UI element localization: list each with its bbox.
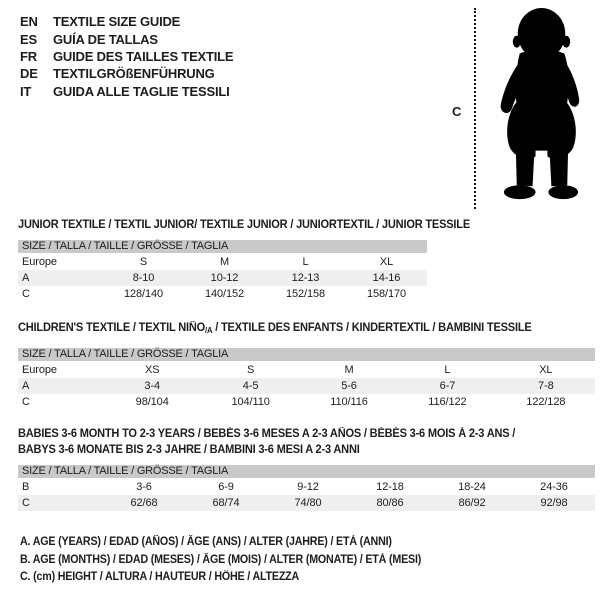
table-row xyxy=(18,362,595,378)
legend-notes xyxy=(20,534,451,587)
size-cell: L xyxy=(302,256,309,268)
section-children xyxy=(18,322,595,410)
size-cell: M xyxy=(344,364,354,376)
height-cell: 110/116 xyxy=(330,396,368,408)
age-cell: 8-10 xyxy=(132,272,155,284)
lang-row-es xyxy=(20,30,233,47)
age-cell: 12-18 xyxy=(376,481,404,493)
table-header-bar: SIZE / TALLA / TAILLE / GRÖSSE / TAGLIA xyxy=(18,240,427,253)
age-cell: 7-8 xyxy=(538,380,554,392)
height-cell: 68/74 xyxy=(212,497,240,509)
age-cell: 10-12 xyxy=(210,272,239,284)
lang-title: TEXTILE SIZE GUIDE xyxy=(53,14,181,30)
height-cell: 122/128 xyxy=(526,396,566,408)
size-cell: XL xyxy=(379,256,394,268)
height-cell: 74/80 xyxy=(294,497,322,509)
age-cell: 12-13 xyxy=(291,272,320,284)
table-row xyxy=(18,254,427,270)
table-row xyxy=(18,479,595,495)
height-cell: 152/158 xyxy=(285,288,326,300)
table-row xyxy=(18,394,595,410)
table-row xyxy=(18,378,595,394)
lang-row-it xyxy=(20,83,233,100)
row-label: B xyxy=(22,481,30,493)
section-babies xyxy=(18,426,595,511)
size-cell: XS xyxy=(144,364,160,376)
babies-size-table xyxy=(18,465,595,511)
size-cell: XL xyxy=(539,364,553,376)
size-cell: S xyxy=(246,364,255,376)
lang-code: FR xyxy=(20,48,37,64)
height-cell: 80/86 xyxy=(376,497,404,509)
lang-code: ES xyxy=(20,31,37,47)
title-part: / TEXTILE DES ENFANTS / KINDERTEXTIL / BAMBINI TESSILE xyxy=(212,322,532,334)
height-cell: 92/98 xyxy=(540,497,568,509)
age-cell: 5-6 xyxy=(341,380,357,392)
title-subscript: /A xyxy=(205,326,213,335)
section-title xyxy=(18,426,572,458)
height-dotted-line xyxy=(474,8,476,209)
table-row xyxy=(18,495,595,511)
table-row xyxy=(18,286,427,302)
age-cell: 4-5 xyxy=(242,380,259,392)
section-title: JUNIOR TEXTILE / TEXTIL JUNIOR/ TEXTILE JUNIOR / JUNIORTEXTIL / JUNIOR TESSILE xyxy=(18,219,471,231)
lang-row-de xyxy=(20,65,233,82)
row-label: A xyxy=(22,380,30,392)
row-label: Europe xyxy=(22,364,57,376)
lang-title: GUIDE DES TAILLES TEXTILE xyxy=(53,48,234,64)
note-age-years: A. AGE (YEARS) / EDAD (AÑOS) / ÂGE (ANS) / ALTER (JAHRE) / ETÀ (ANNI) xyxy=(20,536,392,548)
height-measure-label: C xyxy=(452,104,462,119)
note-age-months: B. AGE (MONTHS) / EDAD (MESES) / ÂGE (MOIS) / ALTER (MONATE) / ETÀ (MESI) xyxy=(20,553,422,566)
table-row xyxy=(18,270,427,286)
height-cell: 86/92 xyxy=(458,497,486,509)
junior-size-table xyxy=(18,240,427,302)
height-cell: 158/170 xyxy=(366,288,407,300)
age-cell: 24-36 xyxy=(540,481,568,493)
size-cell: L xyxy=(444,364,451,376)
age-cell: 3-4 xyxy=(144,380,160,392)
title-part: CHILDREN'S TEXTILE / TEXTIL NIÑO xyxy=(18,322,206,334)
lang-title: GUIDA ALLE TAGLIE TESSILI xyxy=(53,83,230,99)
lang-title: GUÍA DE TALLAS xyxy=(53,31,158,47)
language-title-list xyxy=(20,13,233,100)
row-label: C xyxy=(22,497,30,509)
height-figure xyxy=(440,4,600,214)
row-label: C xyxy=(22,396,30,408)
size-cell: S xyxy=(139,256,148,268)
age-cell: 18-24 xyxy=(458,481,486,493)
age-cell: 9-12 xyxy=(297,481,319,493)
age-cell: 6-7 xyxy=(439,380,456,392)
age-cell: 6-9 xyxy=(218,481,234,493)
row-label: Europe xyxy=(22,256,57,268)
age-cell: 3-6 xyxy=(136,481,152,493)
height-cell: 116/122 xyxy=(428,396,467,408)
title-line: BABIES 3-6 MONTH TO 2-3 YEARS / BEBÉS 3-6 MESES A 2-3 AÑOS / BÉBÉS 3-6 MOIS À 2-3 ANS / xyxy=(18,428,516,440)
age-cell: 14-16 xyxy=(372,272,401,284)
lang-title: TEXTILGRÖßENFÜHRUNG xyxy=(53,66,215,82)
size-cell: M xyxy=(219,256,230,268)
lang-code: DE xyxy=(20,66,38,82)
children-size-table xyxy=(18,348,595,410)
height-cell: 62/68 xyxy=(130,497,158,509)
toddler-silhouette-icon xyxy=(484,6,598,209)
lang-code: EN xyxy=(20,14,38,30)
lang-code: IT xyxy=(20,83,32,99)
title-line: BABYS 3-6 MONATE BIS 2-3 JAHRE / BAMBINI 3-6 MESI A 2-3 ANNI xyxy=(18,444,360,456)
section-junior xyxy=(18,219,471,302)
height-cell: 104/110 xyxy=(231,396,270,408)
height-cell: 98/104 xyxy=(135,396,169,408)
table-header-bar: SIZE / TALLA / TAILLE / GRÖSSE / TAGLIA xyxy=(18,348,595,361)
height-cell: 140/152 xyxy=(204,288,245,300)
lang-row-fr xyxy=(20,48,233,65)
lang-row-en xyxy=(20,13,233,30)
height-cell: 128/140 xyxy=(123,288,164,300)
row-label: A xyxy=(22,272,30,284)
section-title xyxy=(18,322,572,337)
table-header-bar: SIZE / TALLA / TAILLE / GRÖSSE / TAGLIA xyxy=(18,465,595,478)
note-height-cm: C. (cm) HEIGHT / ALTURA / HAUTEUR / HÖHE / ALTEZZA xyxy=(20,571,300,584)
row-label: C xyxy=(22,288,30,300)
